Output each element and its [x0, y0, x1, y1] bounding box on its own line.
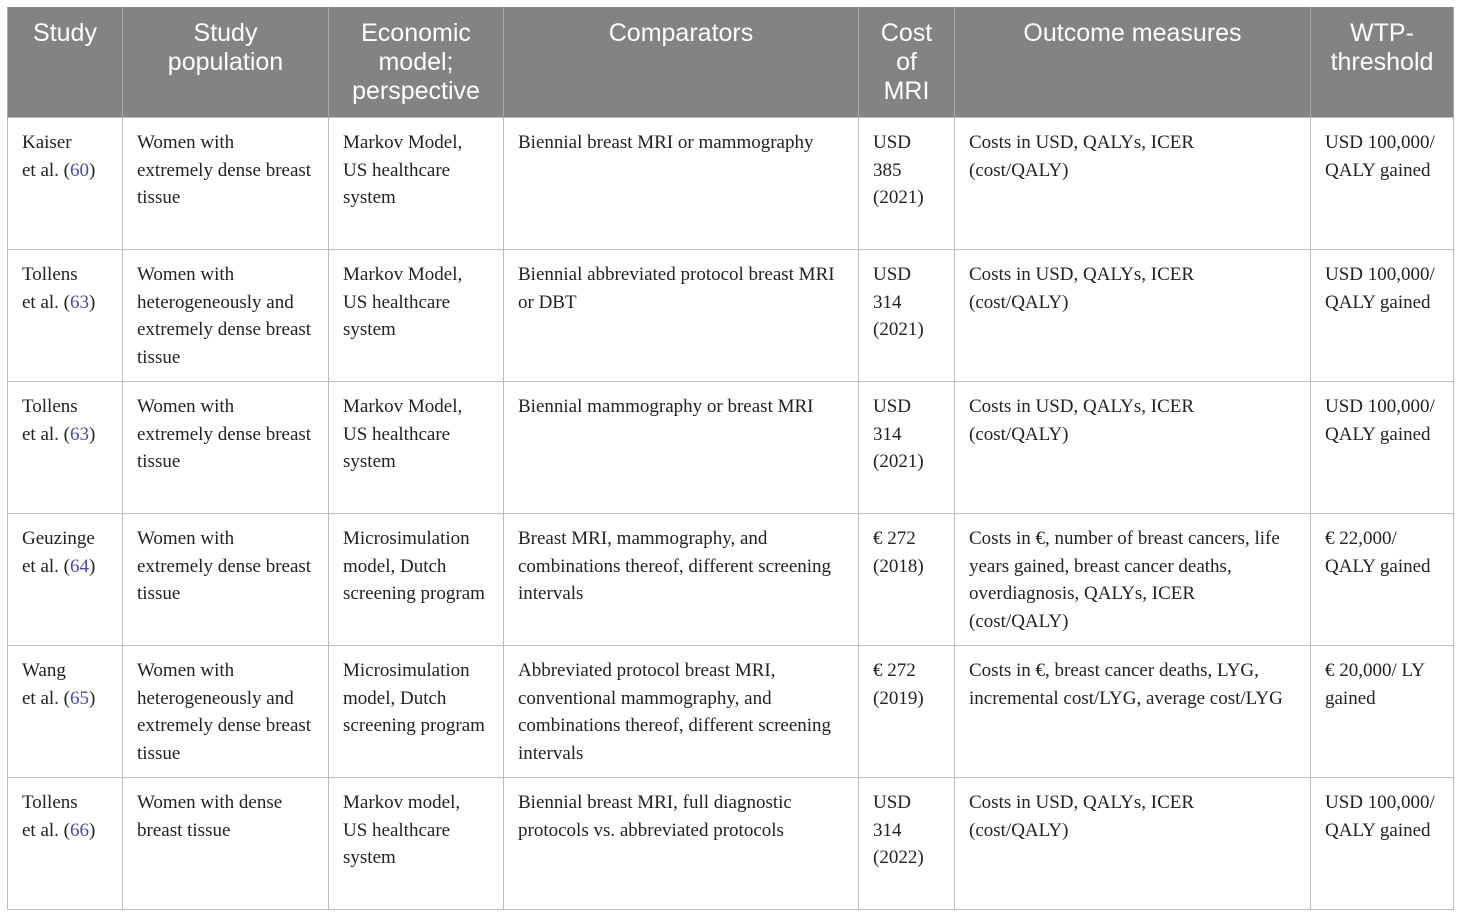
comparators-cell: Biennial breast MRI, full diagnostic protocols vs. abbreviated protocols — [504, 778, 859, 910]
comparators-cell: Biennial mammography or breast MRI — [504, 382, 859, 514]
reference-link[interactable]: 63 — [70, 291, 90, 313]
outcomes-cell: Costs in USD, QALYs, ICER (cost/QALY) — [955, 118, 1311, 250]
reference-link[interactable]: 65 — [70, 687, 90, 709]
study-cell: Kaiser et al. (60) — [8, 118, 123, 250]
reference-link[interactable]: 63 — [70, 423, 90, 445]
study-cell: Tollens et al. (63) — [8, 382, 123, 514]
model-cell: Microsimulation model, Dutch screening program — [329, 646, 504, 778]
cost-cell: USD 314 (2021) — [859, 382, 955, 514]
wtp-cell: USD 100,000/ QALY gained — [1311, 382, 1454, 514]
wtp-cell: € 22,000/ QALY gained — [1311, 514, 1454, 646]
population-cell: Women with heterogeneously and extremely dense breast tissue — [123, 250, 329, 382]
model-cell: Markov Model, US healthcare system — [329, 382, 504, 514]
model-cell: Markov Model, US healthcare system — [329, 118, 504, 250]
outcomes-cell: Costs in €, number of breast cancers, life years gained, breast cancer deaths, overdiagnosis, QALYs, ICER (cost/QALY) — [955, 514, 1311, 646]
cost-cell: € 272 (2019) — [859, 646, 955, 778]
header-comparators: Comparators — [504, 7, 859, 118]
reference-link[interactable]: 60 — [70, 159, 90, 181]
study-cell: Tollens et al. (63) — [8, 250, 123, 382]
outcomes-cell: Costs in USD, QALYs, ICER (cost/QALY) — [955, 778, 1311, 910]
comparators-cell: Biennial breast MRI or mammography — [504, 118, 859, 250]
table-row — [8, 382, 1454, 514]
population-cell: Women with heterogeneously and extremely dense breast tissue — [123, 646, 329, 778]
wtp-cell: € 20,000/ LY gained — [1311, 646, 1454, 778]
table-row — [8, 118, 1454, 250]
population-cell: Women with extremely dense breast tissue — [123, 382, 329, 514]
study-cell: Wang et al. (65) — [8, 646, 123, 778]
cost-cell: USD 385 (2021) — [859, 118, 955, 250]
wtp-cell: USD 100,000/ QALY gained — [1311, 778, 1454, 910]
comparators-cell: Breast MRI, mammography, and combinations thereof, different screening intervals — [504, 514, 859, 646]
population-cell: Women with extremely dense breast tissue — [123, 514, 329, 646]
model-cell: Markov model, US healthcare system — [329, 778, 504, 910]
cost-cell: USD 314 (2021) — [859, 250, 955, 382]
outcomes-cell: Costs in €, breast cancer deaths, LYG, incremental cost/LYG, average cost/LYG — [955, 646, 1311, 778]
cost-effectiveness-table — [7, 7, 1454, 910]
header-economic-model: Economic model; perspective — [329, 7, 504, 118]
header-outcome-measures: Outcome measures — [955, 7, 1311, 118]
wtp-cell: USD 100,000/ QALY gained — [1311, 118, 1454, 250]
table-row — [8, 514, 1454, 646]
header-study-population: Study population — [123, 7, 329, 118]
study-cell: Tollens et al. (66) — [8, 778, 123, 910]
reference-link[interactable]: 66 — [70, 819, 90, 841]
model-cell: Markov Model, US healthcare system — [329, 250, 504, 382]
table-row — [8, 250, 1454, 382]
outcomes-cell: Costs in USD, QALYs, ICER (cost/QALY) — [955, 382, 1311, 514]
population-cell: Women with extremely dense breast tissue — [123, 118, 329, 250]
wtp-cell: USD 100,000/ QALY gained — [1311, 250, 1454, 382]
table-row — [8, 646, 1454, 778]
model-cell: Microsimulation model, Dutch screening program — [329, 514, 504, 646]
outcomes-cell: Costs in USD, QALYs, ICER (cost/QALY) — [955, 250, 1311, 382]
study-cell: Geuzinge et al. (64) — [8, 514, 123, 646]
reference-link[interactable]: 64 — [70, 555, 90, 577]
header-wtp-threshold: WTP-threshold — [1311, 7, 1454, 118]
header-study: Study — [8, 7, 123, 118]
table-row — [8, 778, 1454, 910]
header-cost-of-mri: Cost of MRI — [859, 7, 955, 118]
cost-cell: € 272 (2018) — [859, 514, 955, 646]
comparators-cell: Biennial abbreviated protocol breast MRI or DBT — [504, 250, 859, 382]
population-cell: Women with dense breast tissue — [123, 778, 329, 910]
cost-cell: USD 314 (2022) — [859, 778, 955, 910]
comparators-cell: Abbreviated protocol breast MRI, conventional mammography, and combinations thereof, different screening intervals — [504, 646, 859, 778]
table-header-row — [8, 7, 1454, 118]
